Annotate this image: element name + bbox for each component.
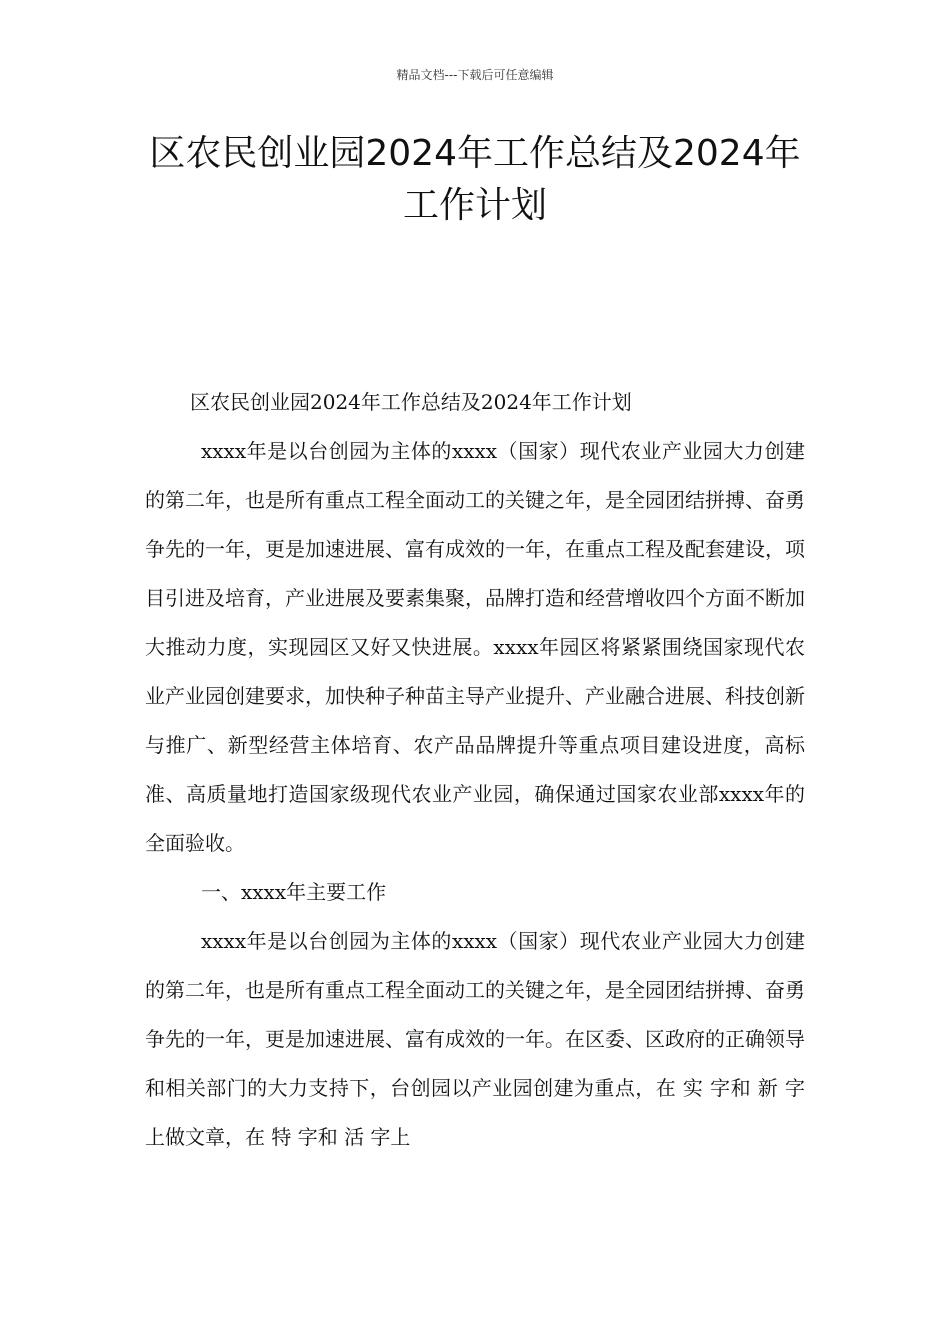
document-title: 区农民创业园2024年工作总结及2024年工作计划 [149,133,801,226]
section-heading-1: 一、xxxx年主要工作 [201,880,387,904]
document-body [145,378,805,1162]
paragraph-section-1: xxxx年是以台创园为主体的xxxx（国家）现代农业产业园大力创建的第二年，也是所有重点工程全面动工的关键之年，是全园团结拼搏、奋勇争先的一年，更是加速进展、富有成效的一年。在区委、区政府的正确领导和相关部门的大力支持下，台创园以产业园创建为重点，在 实 字和 新 字上做文章，在 特 字和 活 字上 [145,929,805,1149]
header-note: 精品文档---下载后可任意编辑 [396,68,554,82]
paragraph-intro: xxxx年是以台创园为主体的xxxx（国家）现代农业产业园大力创建的第二年，也是所有重点工程全面动工的关键之年，是全园团结拼搏、奋勇争先的一年，更是加速进展、富有成效的一年，在重点工程及配套建设，项目引进及培育，产业进展及要素集聚，品牌打造和经营增收四个方面不断加大推动力度，实现园区又好又快进展。xxxx年园区将紧紧围绕国家现代农业产业园创建要求，加快种子种苗主导产业提升、产业融合进展、科技创新与推广、新型经营主体培育、农产品品牌提升等重点项目建设进度，高标准、高质量地打造国家级现代农业产业园，确保通过国家农业部xxxx年的全面验收。 [145,439,805,855]
document-subtitle: 区农民创业园2024年工作总结及2024年工作计划 [190,390,632,414]
